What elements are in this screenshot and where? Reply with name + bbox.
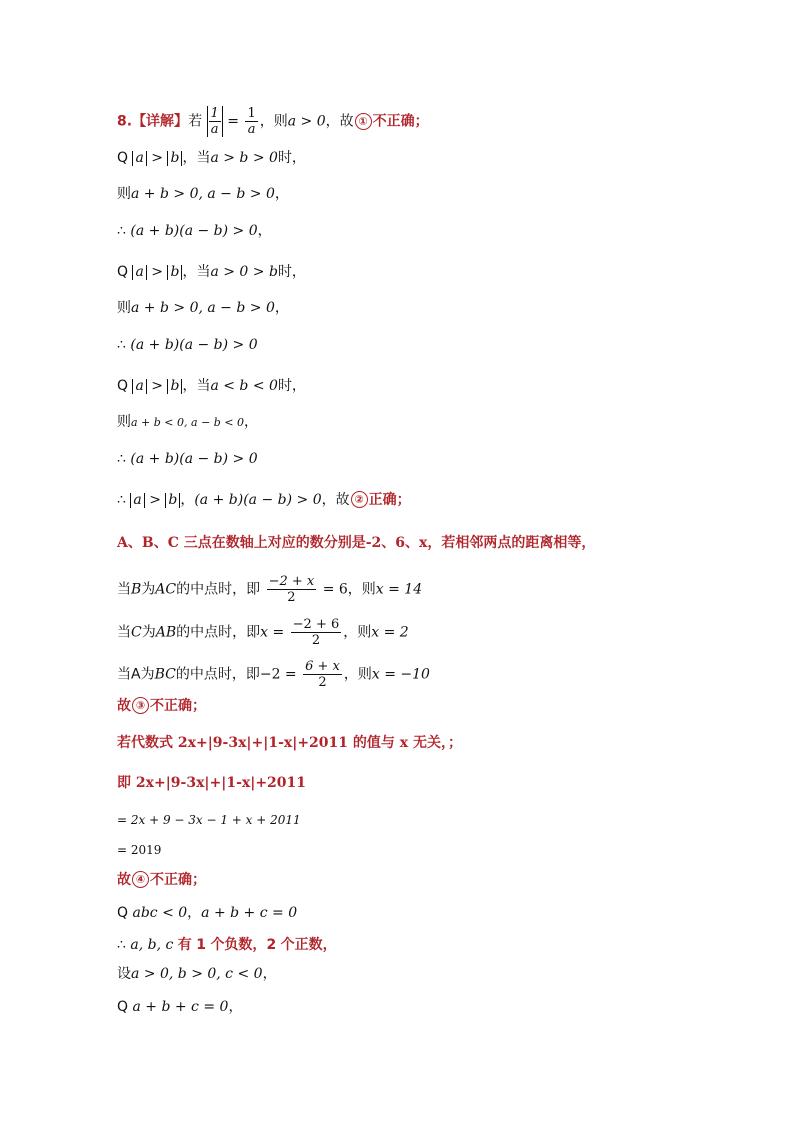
expression: abc < 0 [132,905,188,921]
number: 2 [266,937,277,953]
text: 不正确； [372,113,429,130]
result: x = 2 [371,624,409,641]
line-17: 若代数式 2x+|9-3x|+|1-x|+2011 的值与 x 无关，； [117,735,462,751]
abs-b: b [167,379,182,394]
fraction [267,574,317,605]
gt: > [151,150,164,166]
equals: = [227,113,239,130]
abs-b: b [167,265,182,280]
text: 的中点时，即 [176,581,261,598]
text: ， [180,492,195,508]
var: A [131,666,141,683]
abs-a: a [132,265,146,280]
numerator: −2 + 6 [292,617,340,632]
numerator: 1 [210,106,219,121]
denominator: a [247,122,256,137]
lhs: −2 = [259,666,297,683]
expression: a + b + c = 0 [132,999,229,1015]
expression: a + b < 0, a − b < 0 [131,416,245,429]
equals: = 6 [322,581,348,598]
var: BC [154,666,176,683]
because-symbol: Q [117,905,129,921]
text: 当 [117,666,131,683]
result: x = −10 [371,666,430,683]
line-3 [117,184,289,204]
line-18: 即 2x+|9-3x|+|1-x|+2011 [117,775,307,791]
line-22 [117,903,297,923]
text: 不正确； [150,872,206,888]
therefore-symbol: ∴ [117,451,126,467]
fraction [291,617,342,648]
line-24 [117,964,277,984]
text: 故 [117,872,131,888]
line-9 [117,412,258,433]
variables: a, b, c [130,937,174,953]
line-5 [117,262,306,282]
line-21 [117,870,206,890]
abs-fraction [207,106,223,137]
denominator: 2 [287,590,296,605]
text: ， [274,186,289,202]
abs-b: b [167,151,182,166]
text: ，当 [182,378,211,394]
result: x = 14 [375,581,423,598]
text: 若 [188,113,203,130]
expression: a + b > 0, a − b > 0 [131,300,275,316]
denominator: 2 [311,633,321,648]
fraction [245,106,257,137]
text: 的中点时，即 [175,666,260,683]
text: 正确； [368,492,411,508]
numerator: −2 + x [268,574,315,589]
text: ， [228,999,243,1015]
text: 时， [277,378,306,394]
therefore-symbol: ∴ [117,337,126,353]
numerator: 6 + x [305,659,340,674]
text: 不正确； [150,698,206,714]
condition: a > 0 [287,113,326,130]
abs-a: a [132,379,146,394]
text: ， [274,300,289,316]
var: C [131,624,142,641]
because-symbol: Q [117,378,129,394]
text: ，当 [182,264,211,280]
because-symbol: Q [117,150,129,166]
text: 有 [177,937,192,953]
text: 为 [141,581,156,598]
line-13 [117,574,422,605]
text: ，则 [343,666,372,683]
abs-a: a [130,493,144,508]
detail-tag: 【详解】 [132,113,189,130]
text: 个负数， [210,937,267,953]
fraction [303,659,342,690]
text: 个正数， [280,937,337,953]
expression: (a + b)(a − b) > 0 [194,492,322,508]
gt: > [151,264,164,280]
var: B [131,581,142,598]
condition: a > b > 0 [210,150,278,166]
text: ， [187,905,202,921]
var: AB [155,624,177,641]
expression: (a + b)(a − b) > 0 [130,337,258,353]
text: 则 [117,300,131,316]
text: 当 [117,624,131,641]
therefore-symbol: ∴ [117,937,126,953]
line-4 [117,221,272,241]
condition: a < b < 0 [210,378,278,394]
expression: a > 0, b > 0, c < 0 [131,966,263,982]
line-16 [117,696,206,716]
therefore-symbol: ∴ [117,223,126,239]
line-10 [117,449,258,469]
line-8 [117,376,306,396]
line-19: = 2x + 9 − 3x − 1 + x + 2011 [117,813,301,827]
line-15 [117,659,430,690]
line-25 [117,997,242,1017]
text: 的中点时，即 [176,624,261,641]
abs-b: b [165,493,180,508]
text: 时， [277,150,306,166]
lhs: x = [260,624,285,641]
because-symbol: Q [117,999,129,1015]
gt: > [149,492,161,508]
expression: (a + b)(a − b) > 0 [130,451,258,467]
text: ，则 [347,581,376,598]
circled-number: ③ [132,697,149,714]
line-11 [117,490,411,510]
circled-number: ① [355,113,372,130]
because-symbol: Q [117,264,129,280]
circled-number: ④ [132,871,149,888]
expression: a + b + c = 0 [201,905,298,921]
gt: > [151,378,164,394]
line-6 [117,298,289,318]
text: ，故 [325,113,354,130]
line-20: = 2019 [117,843,162,857]
text: 为 [141,624,156,641]
line-23 [117,935,337,955]
text: ， [262,966,277,982]
denominator: a [210,122,219,137]
expression: (a + b)(a − b) > 0 [130,223,258,239]
denominator: 2 [318,675,327,690]
question-number: 8. [117,113,133,130]
therefore-symbol: ∴ [117,492,126,508]
text: ， [244,414,259,430]
numerator: 1 [247,106,256,121]
condition: a > 0 > b [210,264,278,280]
abs-a: a [132,151,146,166]
text: ，当 [182,150,211,166]
line-14 [117,617,409,648]
line-12: A、B、C 三点在数轴上对应的数分别是-2、6、x，若相邻两点的距离相等， [117,535,596,551]
text: 则 [117,186,131,202]
text: 设 [117,966,131,982]
line-7 [117,335,258,355]
text: 故 [117,698,131,714]
text: ，则 [343,624,372,641]
text: ，则 [259,113,288,130]
text: 时， [277,264,306,280]
line-2 [117,148,306,168]
circled-number: ② [351,491,368,508]
expression: a + b > 0, a − b > 0 [131,186,275,202]
text: 为 [140,666,155,683]
text: ，故 [321,492,350,508]
text: 则 [117,414,131,430]
var: AC [155,581,177,598]
text: 当 [117,581,131,598]
text: ， [257,223,272,239]
number: 1 [196,937,206,953]
line-1 [117,106,429,137]
